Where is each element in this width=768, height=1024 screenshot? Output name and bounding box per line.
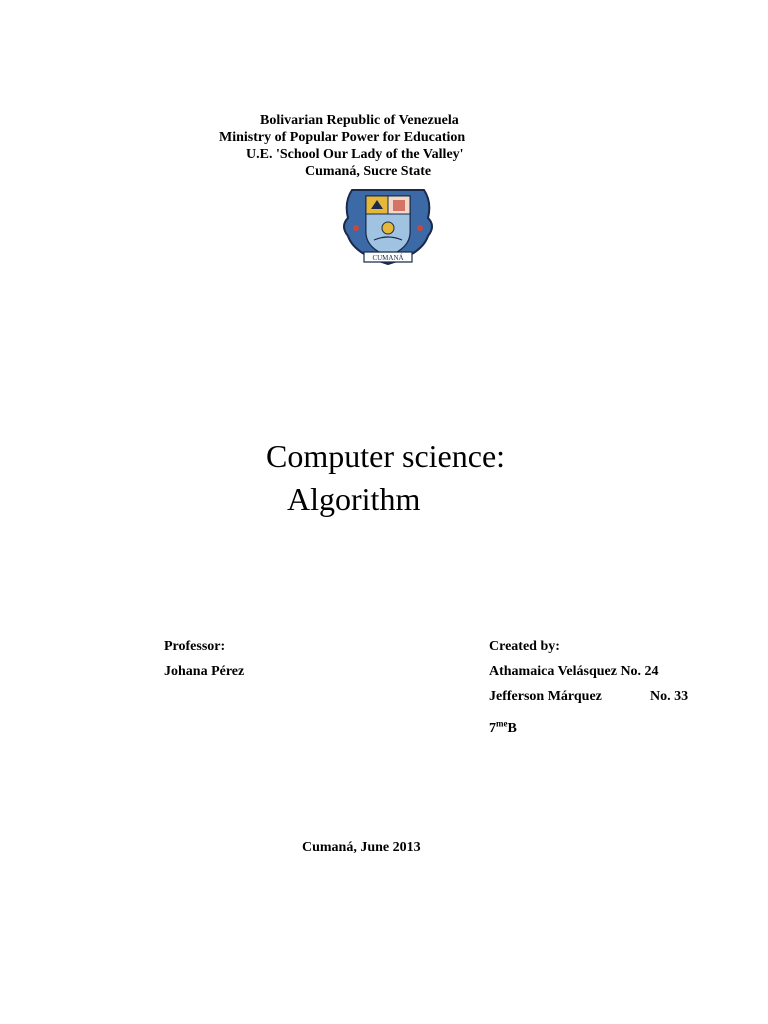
- grade-section: [489, 720, 517, 737]
- header-school: U.E. 'School Our Lady of the Valley': [246, 147, 464, 162]
- place-date: Cumaná, June 2013: [302, 840, 421, 855]
- document-title-line1: Computer science:: [266, 438, 506, 474]
- author-2-number: No. 33: [650, 689, 689, 704]
- grade-letter: B: [507, 721, 517, 736]
- header-country: Bolivarian Republic of Venezuela: [260, 113, 459, 128]
- professor-label: Professor:: [164, 639, 226, 654]
- grade-number: 7: [489, 721, 496, 736]
- svg-text:CUMANÁ: CUMANÁ: [372, 254, 404, 262]
- document-title-line2: Algorithm: [287, 481, 421, 517]
- grade-superscript: me: [496, 718, 508, 729]
- created-by-label: Created by:: [489, 639, 560, 654]
- author-1: Athamaica Velásquez No. 24: [489, 664, 659, 679]
- header-location: Cumaná, Sucre State: [305, 164, 432, 179]
- school-crest-icon: [340, 184, 436, 268]
- header-ministry: Ministry of Popular Power for Education: [219, 130, 466, 145]
- professor-name: Johana Pérez: [164, 664, 245, 679]
- author-2-name: Jefferson Márquez: [489, 689, 602, 704]
